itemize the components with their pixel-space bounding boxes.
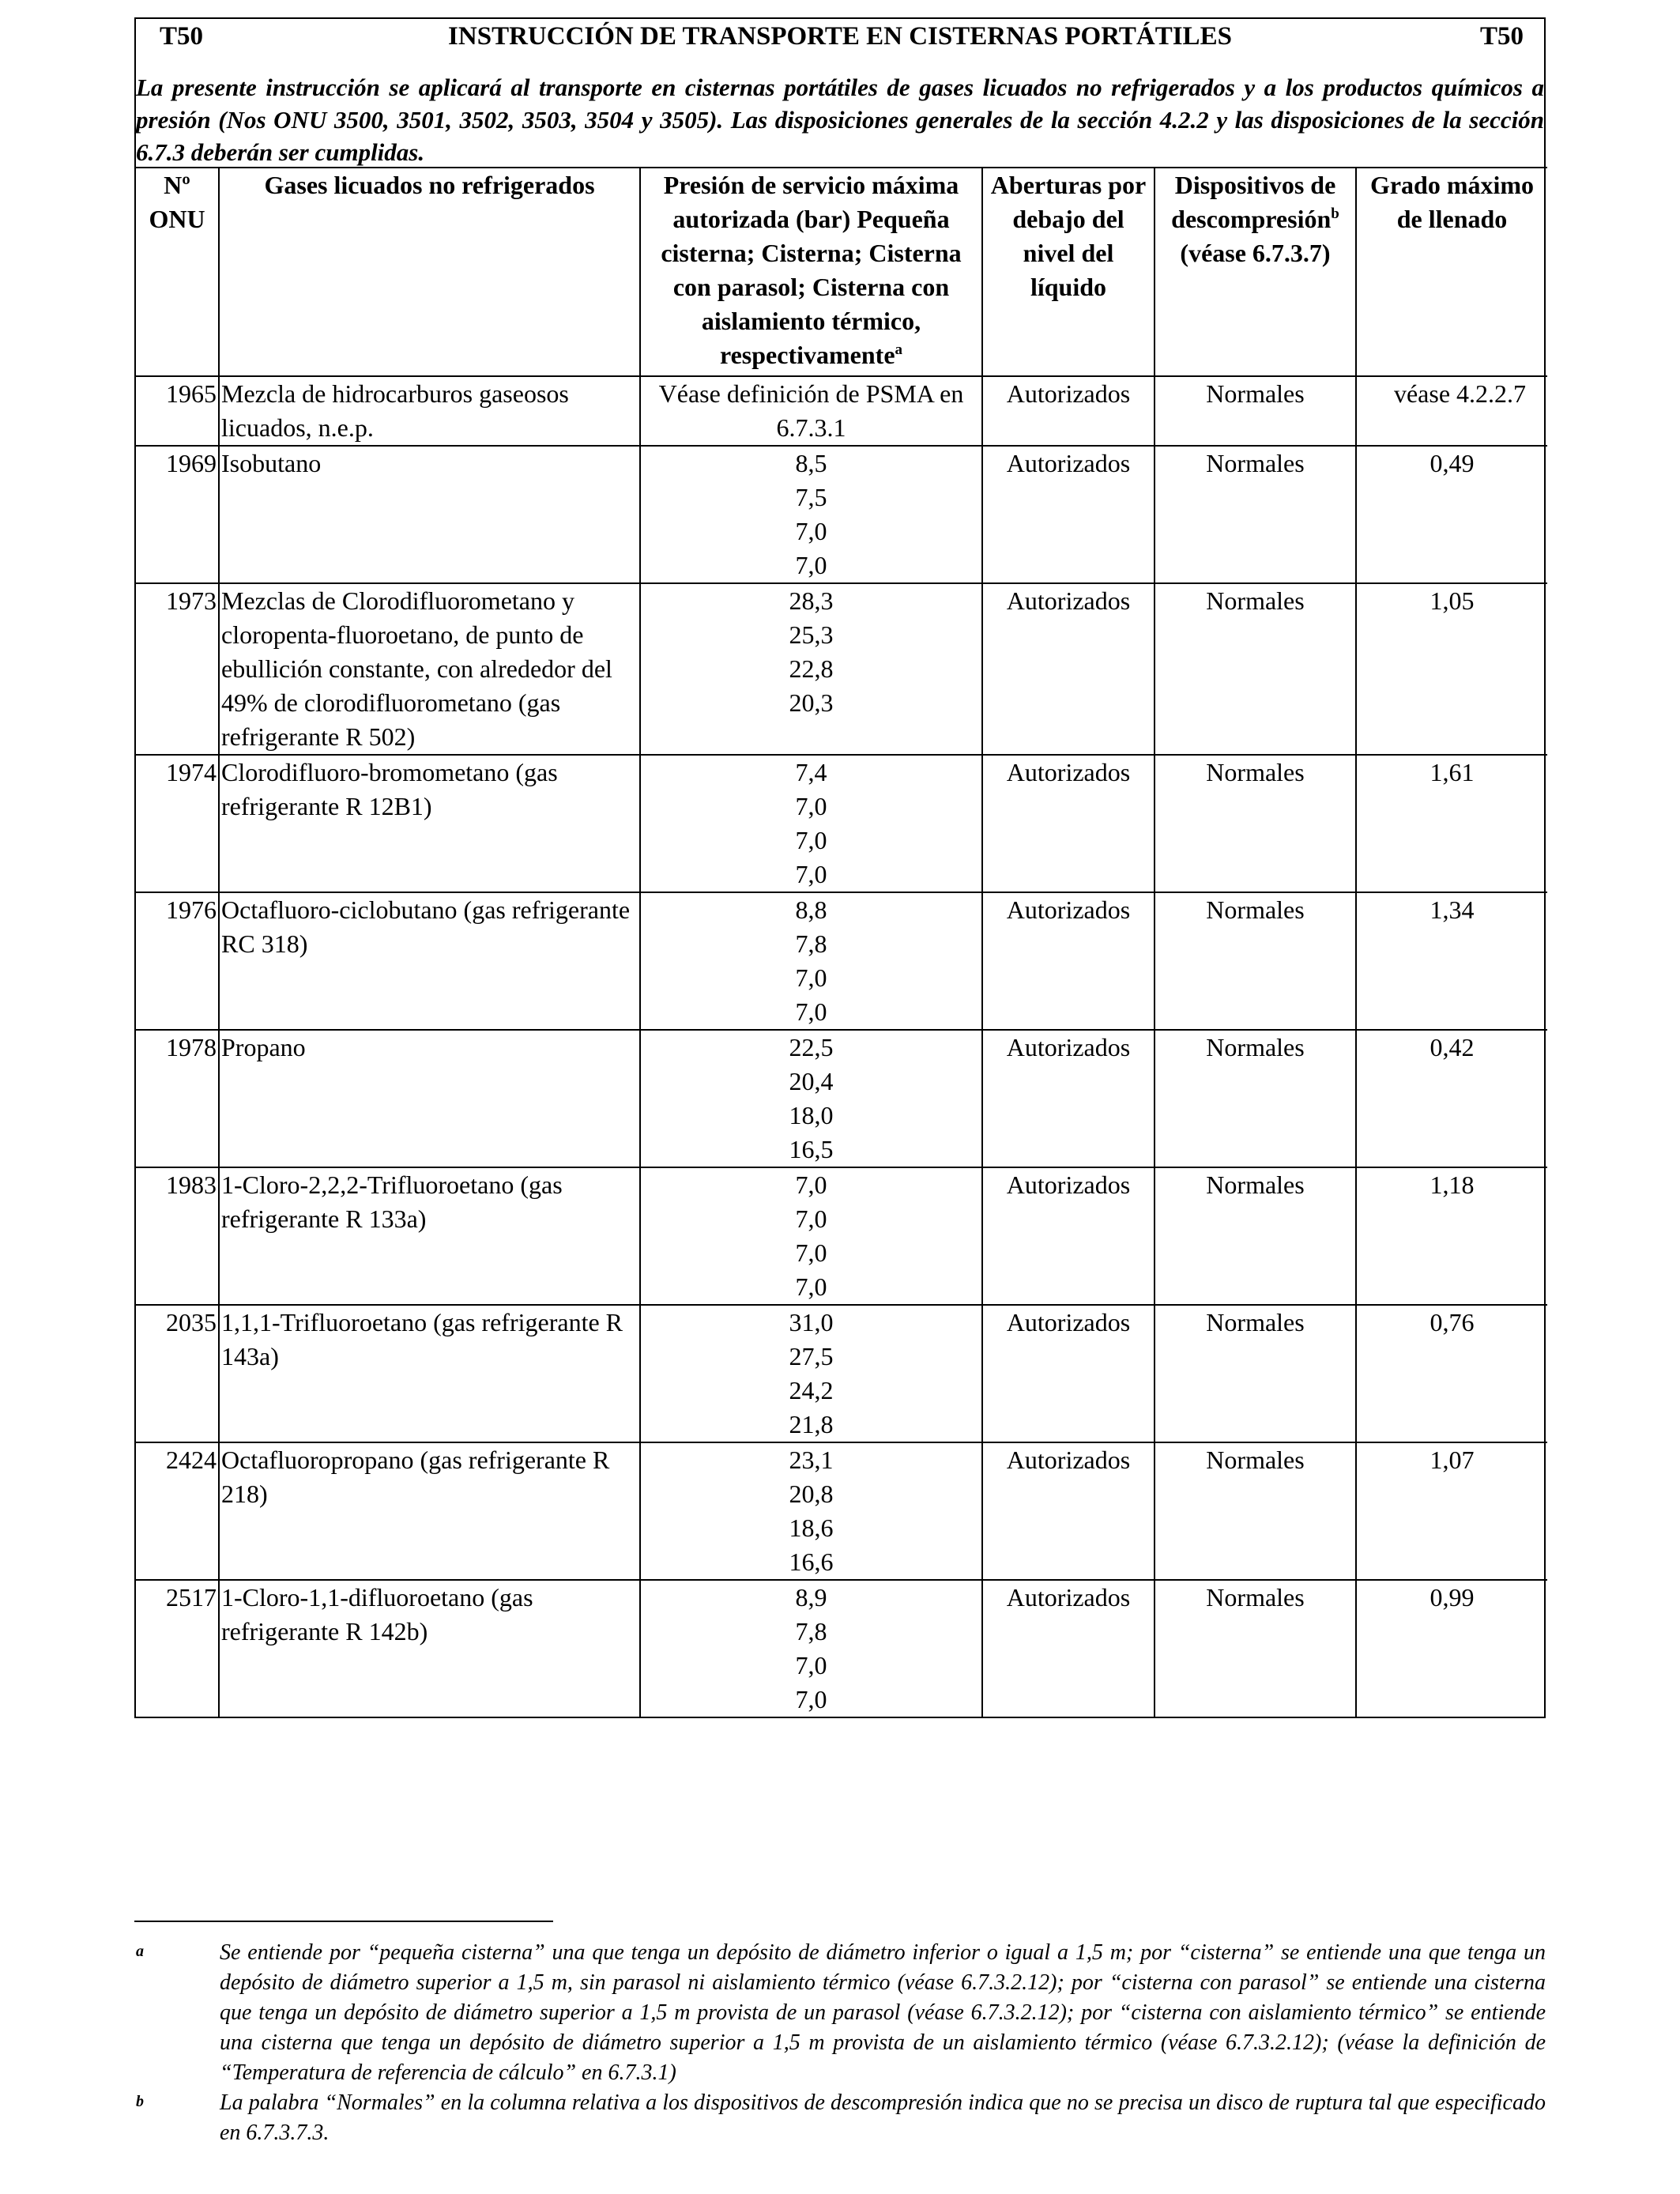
gas-name-cell: 1-Cloro-1,1-difluoroetano (gas refrigerante R 142b) (219, 1580, 640, 1717)
pressure-value: 20,3 (789, 688, 834, 717)
col-header-devices-text: Dispositivos de descompresión (1171, 171, 1336, 233)
pressure-value: 24,2 (789, 1376, 834, 1404)
col-header-gases: Gases licuados no refrigerados (219, 168, 640, 376)
devices-cell: Normales (1155, 1030, 1356, 1167)
openings-cell: Autorizados (982, 583, 1155, 755)
pressure-value: 20,4 (789, 1067, 834, 1095)
footnote-text: La palabra “Normales” en la columna relativa a los dispositivos de descompresión indica que no se precisa un disco de ruptura tal que especificado en 6.7.3.7.3. (220, 2090, 1546, 2145)
table-header-row (136, 168, 1547, 376)
pressure-value: 7,8 (795, 1617, 827, 1646)
openings-cell: Autorizados (982, 1580, 1155, 1717)
table-row (136, 1167, 1547, 1305)
filling-cell: 0,49 (1356, 446, 1547, 583)
table-row (136, 1580, 1547, 1717)
pressure-cell (640, 1442, 982, 1580)
col-header-un-no: Nº ONU (136, 168, 219, 376)
table-row (136, 1030, 1547, 1167)
gases-table (136, 167, 1547, 1717)
un-number-cell: 1983 (136, 1167, 219, 1305)
filling-cell: 0,99 (1356, 1580, 1547, 1717)
gas-name-cell: Octafluoro-ciclobutano (gas refrigerante RC 318) (219, 892, 640, 1030)
devices-cell: Normales (1155, 1442, 1356, 1580)
pressure-value: 7,0 (795, 551, 827, 579)
footnote-ref-b: b (1331, 205, 1339, 222)
pressure-value: Véase definición de PSMA en 6.7.3.1 (658, 379, 964, 442)
un-number-cell: 2424 (136, 1442, 219, 1580)
col-header-devices-ref: (véase 6.7.3.7) (1180, 239, 1331, 267)
pressure-cell (640, 1305, 982, 1442)
instruction-code-right: T50 (1479, 22, 1524, 51)
footnote-a (134, 1938, 1546, 2088)
pressure-value: 16,5 (789, 1135, 834, 1163)
devices-cell: Normales (1155, 1580, 1356, 1717)
table-row (136, 446, 1547, 583)
pressure-value: 7,0 (795, 1171, 827, 1199)
filling-cell: 1,05 (1356, 583, 1547, 755)
gas-name-cell: 1-Cloro-2,2,2-Trifluoroetano (gas refrigerante R 133a) (219, 1167, 640, 1305)
openings-cell: Autorizados (982, 446, 1155, 583)
pressure-value: 7,5 (795, 483, 827, 511)
footnotes (134, 1938, 1546, 2148)
filling-cell: 1,07 (1356, 1442, 1547, 1580)
pressure-value: 16,6 (789, 1547, 834, 1576)
pressure-value: 22,5 (789, 1033, 834, 1061)
pressure-cell (640, 1030, 982, 1167)
un-number-cell: 1973 (136, 583, 219, 755)
footnote-rule (134, 1921, 553, 1922)
instruction-title: INSTRUCCIÓN DE TRANSPORTE EN CISTERNAS PORTÁTILES (448, 22, 1232, 51)
devices-cell: Normales (1155, 583, 1356, 755)
devices-cell: Normales (1155, 1305, 1356, 1442)
un-number-cell: 1976 (136, 892, 219, 1030)
table-row (136, 1305, 1547, 1442)
footnote-mark: a (136, 1943, 144, 1960)
pressure-cell (640, 755, 982, 892)
col-header-openings: Aberturas por debajo del nivel del líquido (982, 168, 1155, 376)
un-number-cell: 2517 (136, 1580, 219, 1717)
filling-cell: 0,42 (1356, 1030, 1547, 1167)
filling-cell: 1,34 (1356, 892, 1547, 1030)
pressure-value: 7,0 (795, 963, 827, 992)
col-header-filling: Grado máximo de llenado (1356, 168, 1547, 376)
openings-cell: Autorizados (982, 1167, 1155, 1305)
pressure-value: 7,0 (795, 1272, 827, 1301)
table-row (136, 583, 1547, 755)
devices-cell: Normales (1155, 376, 1356, 446)
devices-cell: Normales (1155, 1167, 1356, 1305)
un-number-cell: 2035 (136, 1305, 219, 1442)
un-number-cell: 1978 (136, 1030, 219, 1167)
pressure-cell (640, 583, 982, 755)
openings-cell: Autorizados (982, 1030, 1155, 1167)
pressure-value: 21,8 (789, 1410, 834, 1438)
pressure-value: 7,0 (795, 792, 827, 820)
pressure-value: 8,5 (795, 449, 827, 477)
table-row (136, 376, 1547, 446)
pressure-value: 18,0 (789, 1101, 834, 1129)
table-row (136, 892, 1547, 1030)
un-number-cell: 1965 (136, 376, 219, 446)
openings-cell: Autorizados (982, 755, 1155, 892)
gas-name-cell: 1,1,1-Trifluoroetano (gas refrigerante R 143a) (219, 1305, 640, 1442)
footnote-mark: b (136, 2093, 144, 2110)
pressure-value: 7,0 (795, 1204, 827, 1233)
pressure-cell (640, 376, 982, 446)
filling-cell: 1,61 (1356, 755, 1547, 892)
devices-cell: Normales (1155, 892, 1356, 1030)
gas-name-cell: Clorodifluoro-bromometano (gas refrigerante R 12B1) (219, 755, 640, 892)
instruction-frame (134, 17, 1546, 1718)
pressure-cell (640, 892, 982, 1030)
gas-name-cell: Mezcla de hidrocarburos gaseosos licuados, n.e.p. (219, 376, 640, 446)
title-row (136, 19, 1544, 55)
pressure-cell (640, 446, 982, 583)
gas-name-cell: Propano (219, 1030, 640, 1167)
pressure-value: 7,0 (795, 1651, 827, 1679)
filling-cell: 0,76 (1356, 1305, 1547, 1442)
filling-cell: 1,18 (1356, 1167, 1547, 1305)
pressure-value: 7,0 (795, 1238, 827, 1267)
pressure-value: 18,6 (789, 1514, 834, 1542)
pressure-cell (640, 1167, 982, 1305)
un-number-cell: 1969 (136, 446, 219, 583)
pressure-value: 7,0 (795, 517, 827, 545)
col-header-devices (1155, 168, 1356, 376)
pressure-value: 7,0 (795, 860, 827, 888)
pressure-value: 7,4 (795, 758, 827, 786)
footnote-ref-a: a (895, 341, 903, 358)
openings-cell: Autorizados (982, 376, 1155, 446)
pressure-value: 7,0 (795, 1685, 827, 1713)
filling-cell: véase 4.2.2.7 (1356, 376, 1547, 446)
footnote-b (134, 2088, 1546, 2148)
devices-cell: Normales (1155, 755, 1356, 892)
pressure-value: 31,0 (789, 1308, 834, 1336)
table-row (136, 755, 1547, 892)
gas-name-cell: Mezclas de Clorodifluorometano y cloropenta-fluoroetano, de punto de ebullición constante, con alrededor del 49% de clorodifluorometano (gas refrigerante R 502) (219, 583, 640, 755)
pressure-value: 20,8 (789, 1480, 834, 1508)
pressure-value: 8,8 (795, 895, 827, 924)
intro-paragraph: La presente instrucción se aplicará al transporte en cisternas portátiles de gases licuados no refrigerados y a los productos químicos a presión (Nos ONU 3500, 3501, 3502, 3503, 3504 y 3505). Las disposiciones generales de la sección 4.2.2 y las disposiciones de la sección 6.7.3 deberán ser cumplidas. (136, 74, 1544, 166)
pressure-value: 25,3 (789, 620, 834, 649)
footnote-text: Se entiende por “pequeña cisterna” una que tenga un depósito de diámetro inferior o igual a 1,5 m; por “cisterna” se entiende una que tenga un depósito de diámetro superior a 1,5 m, sin parasol ni aislamiento térmico (véase 6.7.3.2.12); por “cisterna con parasol” se entiende una cisterna que tenga un depósito de diámetro superior a 1,5 m provista de un parasol (véase 6.7.3.2.12); por “cisterna con aislamiento térmico” se entiende una cisterna que tenga un depósito de diámetro superior a 1,5 m provista de un aislamiento térmico (véase 6.7.3.2.12); (véase la definición de “Temperatura de referencia de cálculo” en 6.7.3.1) (220, 1940, 1546, 2085)
pressure-cell (640, 1580, 982, 1717)
gas-name-cell: Isobutano (219, 446, 640, 583)
openings-cell: Autorizados (982, 1305, 1155, 1442)
col-header-pressure (640, 168, 982, 376)
gas-name-cell: Octafluoropropano (gas refrigerante R 218) (219, 1442, 640, 1580)
devices-cell: Normales (1155, 446, 1356, 583)
pressure-value: 27,5 (789, 1342, 834, 1370)
col-header-pressure-text: Presión de servicio máxima autorizada (bar) Pequeña cisterna; Cisterna; Cisterna con parasol; Cisterna con aislamiento térmico, respectivamente (661, 171, 962, 369)
openings-cell: Autorizados (982, 1442, 1155, 1580)
pressure-value: 7,0 (795, 826, 827, 854)
pressure-value: 8,9 (795, 1583, 827, 1612)
pressure-value: 23,1 (789, 1446, 834, 1474)
pressure-value: 7,8 (795, 929, 827, 958)
openings-cell: Autorizados (982, 892, 1155, 1030)
pressure-value: 22,8 (789, 654, 834, 683)
pressure-value: 7,0 (795, 997, 827, 1026)
un-number-cell: 1974 (136, 755, 219, 892)
instruction-code-left: T50 (160, 22, 204, 51)
table-body (136, 376, 1547, 1717)
table-row (136, 1442, 1547, 1580)
pressure-value: 28,3 (789, 586, 834, 615)
